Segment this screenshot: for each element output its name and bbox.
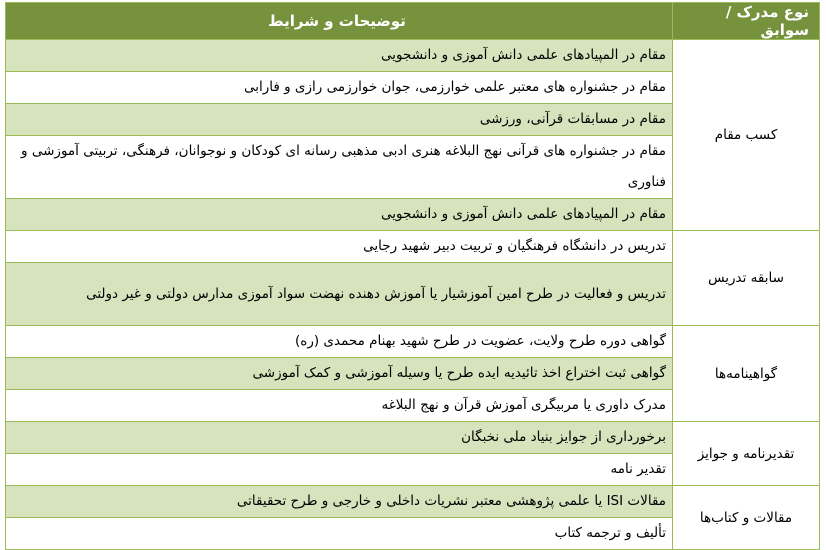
description-cell: مقام در المپیادهای علمی دانش آموزی و دانشجویی [6,40,673,72]
header-category: نوع مدرک /سوابق [673,3,820,40]
table-row [6,326,820,358]
category-label: کسب مقام [714,127,778,143]
description-cell: مقام در مسابقات قرآنی، ورزشی [6,104,673,136]
table-row [6,231,820,263]
table-row [6,40,820,72]
description-cell: برخورداری از جوایز بنیاد ملی نخبگان [6,422,673,454]
category-label: گواهینامه‌ها [714,365,778,382]
category-cell [673,486,820,550]
description-cell: مقام در المپیادهای علمی دانش آموزی و دانشجویی [6,199,673,231]
category-cell [673,326,820,422]
description-cell: مقام در جشنواره های معتبر علمی خوارزمی، جوان خوارزمی رازی و فارابی [6,72,673,104]
description-cell: تدریس در دانشگاه فرهنگیان و تربیت دبیر شهید رجایی [6,231,673,263]
category-cell [673,422,820,486]
description-cell: مقام در جشنواره های قرآنی نهج البلاغه هنری ادبی مذهبی رسانه ای کودکان و نوجوانان، فرهنگی، تربیتی آموزشی و فناوری [6,136,673,199]
category-cell [673,231,820,326]
category-label: مقالات و کتاب‌ها [699,509,793,526]
category-cell [673,40,820,231]
description-cell: تدریس و فعالیت در طرح امین آموزشیار یا آموزش دهنده نهضت سواد آموزی مدارس دولتی و غیر دولتی [6,263,673,326]
table-row [6,486,820,518]
category-label: سابقه تدریس [708,270,784,286]
description-cell: مدرک داوری یا مربیگری آموزش قرآن و نهج البلاغه [6,390,673,422]
table-row [6,422,820,454]
description-cell: مقالات ISI یا علمی پژوهشی معتبر نشریات داخلی و خارجی و طرح تحقیقاتی [6,486,673,518]
records-table [5,2,820,550]
header-row [6,3,820,40]
description-cell: گواهی ثبت اختراع اخذ تائیدیه ایده طرح یا وسیله آموزشی و کمک آموزشی [6,358,673,390]
description-cell: تقدیر نامه [6,454,673,486]
category-label: تقدیرنامه و جوایز [697,445,795,462]
description-cell: گواهی دوره طرح ولایت، عضویت در طرح شهید بهنام محمدی (ره) [6,326,673,358]
description-cell: تألیف و ترجمه کتاب [6,518,673,550]
header-description: توضیحات و شرایط [6,3,673,40]
